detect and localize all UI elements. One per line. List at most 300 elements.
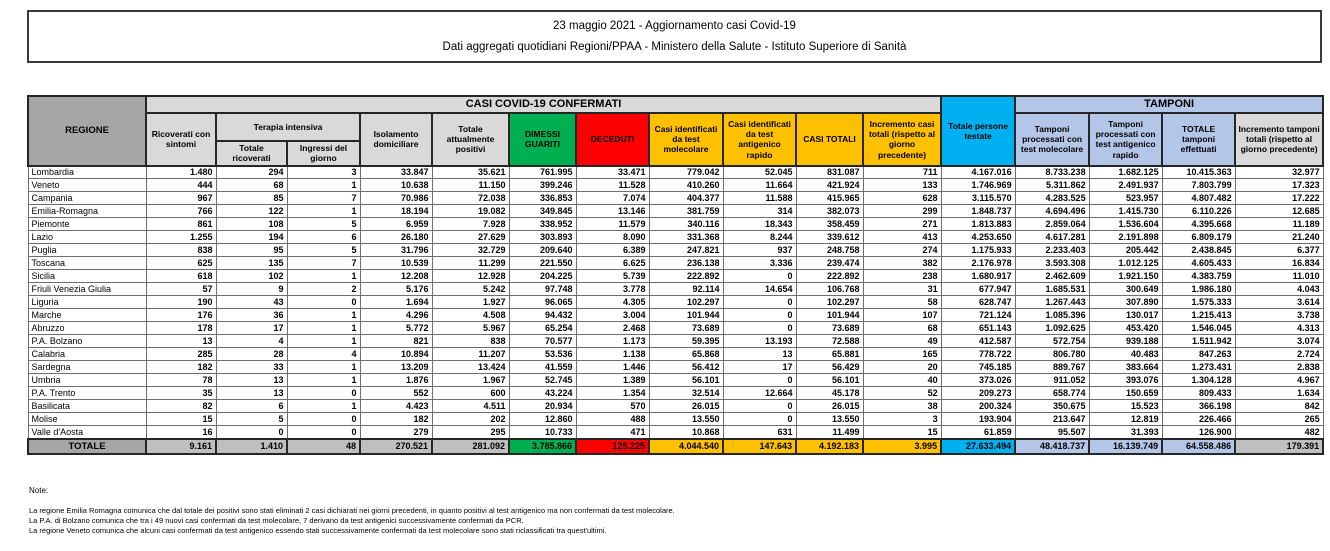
value-cell: 41.559 bbox=[509, 361, 576, 374]
value-cell: 96.065 bbox=[509, 296, 576, 309]
value-cell: 618 bbox=[146, 270, 216, 283]
value-cell: 53.536 bbox=[509, 348, 576, 361]
value-cell: 1.634 bbox=[1235, 387, 1323, 400]
value-cell: 5.242 bbox=[432, 283, 509, 296]
value-cell: 4.296 bbox=[360, 309, 432, 322]
table-row bbox=[28, 166, 1323, 179]
value-cell: 838 bbox=[432, 335, 509, 348]
table-row bbox=[28, 361, 1323, 374]
value-cell: 213.647 bbox=[1015, 413, 1089, 426]
value-cell: 13.193 bbox=[723, 335, 796, 348]
value-cell: 101.944 bbox=[649, 309, 723, 322]
value-cell: 4 bbox=[287, 348, 360, 361]
value-cell: 2.176.978 bbox=[941, 257, 1015, 270]
table-row bbox=[28, 257, 1323, 270]
value-cell: 122 bbox=[216, 205, 287, 218]
value-cell: 0 bbox=[287, 413, 360, 426]
value-cell: 65.254 bbox=[509, 322, 576, 335]
total-value-cell: 1.410 bbox=[216, 439, 287, 454]
value-cell: 336.853 bbox=[509, 192, 576, 205]
value-cell: 1.012.125 bbox=[1089, 257, 1162, 270]
total-value-cell: 4.192.183 bbox=[796, 439, 863, 454]
covid-data-table bbox=[27, 95, 1324, 455]
table-row bbox=[28, 400, 1323, 413]
value-cell: 13.424 bbox=[432, 361, 509, 374]
value-cell: 57 bbox=[146, 283, 216, 296]
value-cell: 6 bbox=[216, 400, 287, 413]
table-row bbox=[28, 309, 1323, 322]
value-cell: 33.847 bbox=[360, 166, 432, 179]
value-cell: 1.092.625 bbox=[1015, 322, 1089, 335]
value-cell: 40 bbox=[863, 374, 941, 387]
total-value-cell: 48 bbox=[287, 439, 360, 454]
value-cell: 28 bbox=[216, 348, 287, 361]
header-incremento-casi: Incremento casi totali (rispetto al giorno precedente) bbox=[863, 113, 941, 165]
value-cell: 421.924 bbox=[796, 179, 863, 192]
value-cell: 2 bbox=[287, 283, 360, 296]
value-cell: 52 bbox=[863, 387, 941, 400]
value-cell: 404.377 bbox=[649, 192, 723, 205]
value-cell: 295 bbox=[432, 426, 509, 439]
value-cell: 85 bbox=[216, 192, 287, 205]
value-cell: 15.523 bbox=[1089, 400, 1162, 413]
value-cell: 366.198 bbox=[1162, 400, 1235, 413]
value-cell: 106.768 bbox=[796, 283, 863, 296]
value-cell: 1 bbox=[287, 179, 360, 192]
value-cell: 204.225 bbox=[509, 270, 576, 283]
value-cell: 861 bbox=[146, 218, 216, 231]
value-cell: 299 bbox=[863, 205, 941, 218]
header-group-tamponi: TAMPONI bbox=[1015, 96, 1323, 113]
value-cell: 658.774 bbox=[1015, 387, 1089, 400]
value-cell: 13 bbox=[216, 374, 287, 387]
value-cell: 338.952 bbox=[509, 218, 576, 231]
value-cell: 4.253.650 bbox=[941, 231, 1015, 244]
value-cell: 11.579 bbox=[576, 218, 649, 231]
value-cell: 17.222 bbox=[1235, 192, 1323, 205]
value-cell: 133 bbox=[863, 179, 941, 192]
value-cell: 16 bbox=[146, 426, 216, 439]
value-cell: 92.114 bbox=[649, 283, 723, 296]
value-cell: 17.323 bbox=[1235, 179, 1323, 192]
total-value-cell: 64.558.486 bbox=[1162, 439, 1235, 454]
value-cell: 847.263 bbox=[1162, 348, 1235, 361]
value-cell: 842 bbox=[1235, 400, 1323, 413]
value-cell: 178 bbox=[146, 322, 216, 335]
value-cell: 831.087 bbox=[796, 166, 863, 179]
notes-label: Note: bbox=[29, 486, 49, 495]
value-cell: 32.729 bbox=[432, 244, 509, 257]
total-value-cell: 179.391 bbox=[1235, 439, 1323, 454]
value-cell: 61.859 bbox=[941, 426, 1015, 439]
value-cell: 7 bbox=[287, 192, 360, 205]
value-cell: 410.260 bbox=[649, 179, 723, 192]
region-name-cell: Friuli Venezia Giulia bbox=[28, 283, 146, 296]
value-cell: 271 bbox=[863, 218, 941, 231]
report-date-title: 23 maggio 2021 - Aggiornamento casi Covid-19 bbox=[553, 20, 796, 33]
value-cell: 15 bbox=[863, 426, 941, 439]
value-cell: 3.614 bbox=[1235, 296, 1323, 309]
value-cell: 1.389 bbox=[576, 374, 649, 387]
region-name-cell: Piemonte bbox=[28, 218, 146, 231]
value-cell: 0 bbox=[723, 400, 796, 413]
value-cell: 32.977 bbox=[1235, 166, 1323, 179]
value-cell: 1.921.150 bbox=[1089, 270, 1162, 283]
value-cell: 721.124 bbox=[941, 309, 1015, 322]
value-cell: 12.208 bbox=[360, 270, 432, 283]
value-cell: 5 bbox=[287, 244, 360, 257]
value-cell: 8.244 bbox=[723, 231, 796, 244]
value-cell: 52.045 bbox=[723, 166, 796, 179]
total-value-cell: 27.633.494 bbox=[941, 439, 1015, 454]
value-cell: 4.313 bbox=[1235, 322, 1323, 335]
value-cell: 14.654 bbox=[723, 283, 796, 296]
value-cell: 190 bbox=[146, 296, 216, 309]
value-cell: 939.188 bbox=[1089, 335, 1162, 348]
value-cell: 1 bbox=[287, 335, 360, 348]
value-cell: 236.138 bbox=[649, 257, 723, 270]
value-cell: 265 bbox=[1235, 413, 1323, 426]
header-totale-tamponi: TOTALE tamponi effettuati bbox=[1162, 113, 1235, 165]
value-cell: 4.605.433 bbox=[1162, 257, 1235, 270]
value-cell: 101.944 bbox=[796, 309, 863, 322]
value-cell: 226.466 bbox=[1162, 413, 1235, 426]
value-cell: 1.967 bbox=[432, 374, 509, 387]
value-cell: 27.629 bbox=[432, 231, 509, 244]
value-cell: 10.894 bbox=[360, 348, 432, 361]
value-cell: 393.076 bbox=[1089, 374, 1162, 387]
table-footer bbox=[28, 439, 1323, 454]
value-cell: 238 bbox=[863, 270, 941, 283]
value-cell: 11.299 bbox=[432, 257, 509, 270]
value-cell: 0 bbox=[216, 426, 287, 439]
report-subtitle: Dati aggregati quotidiani Regioni/PPAA - Ministero della Salute - Istituto Superiore di Sanità bbox=[442, 40, 907, 53]
total-value-cell: 48.418.737 bbox=[1015, 439, 1089, 454]
total-value-cell: 16.139.749 bbox=[1089, 439, 1162, 454]
region-name-cell: Basilicata bbox=[28, 400, 146, 413]
value-cell: 482 bbox=[1235, 426, 1323, 439]
value-cell: 52.745 bbox=[509, 374, 576, 387]
value-cell: 415.965 bbox=[796, 192, 863, 205]
value-cell: 279 bbox=[360, 426, 432, 439]
value-cell: 19.082 bbox=[432, 205, 509, 218]
value-cell: 631 bbox=[723, 426, 796, 439]
region-name-cell: Abruzzo bbox=[28, 322, 146, 335]
value-cell: 838 bbox=[146, 244, 216, 257]
value-cell: 778.722 bbox=[941, 348, 1015, 361]
value-cell: 40.483 bbox=[1089, 348, 1162, 361]
value-cell: 1.085.396 bbox=[1015, 309, 1089, 322]
value-cell: 4.043 bbox=[1235, 283, 1323, 296]
value-cell: 340.116 bbox=[649, 218, 723, 231]
header-persone-testate: Totale persone testate bbox=[941, 96, 1015, 166]
value-cell: 0 bbox=[723, 296, 796, 309]
value-cell: 1 bbox=[287, 374, 360, 387]
value-cell: 73.689 bbox=[796, 322, 863, 335]
region-name-cell: Puglia bbox=[28, 244, 146, 257]
value-cell: 35 bbox=[146, 387, 216, 400]
value-cell: 1.986.180 bbox=[1162, 283, 1235, 296]
value-cell: 4.511 bbox=[432, 400, 509, 413]
header-casi-test-molecolare: Casi identificati da test molecolare bbox=[649, 113, 723, 165]
value-cell: 6.377 bbox=[1235, 244, 1323, 257]
value-cell: 300.649 bbox=[1089, 283, 1162, 296]
value-cell: 182 bbox=[360, 413, 432, 426]
value-cell: 6.389 bbox=[576, 244, 649, 257]
value-cell: 13.550 bbox=[649, 413, 723, 426]
note-item: La regione Veneto comunica che alcuni casi confermati da test antigenico essendo stati successivamente confermati da test molecolare sono stati riclassificati tra quest'ultimi. bbox=[29, 526, 607, 535]
value-cell: 11.588 bbox=[723, 192, 796, 205]
value-cell: 4.423 bbox=[360, 400, 432, 413]
value-cell: 13.209 bbox=[360, 361, 432, 374]
value-cell: 12.819 bbox=[1089, 413, 1162, 426]
value-cell: 2.462.609 bbox=[1015, 270, 1089, 283]
value-cell: 1.267.443 bbox=[1015, 296, 1089, 309]
header-isolamento-domiciliare: Isolamento domiciliare bbox=[360, 113, 432, 165]
table-row bbox=[28, 296, 1323, 309]
value-cell: 1.848.737 bbox=[941, 205, 1015, 218]
value-cell: 523.957 bbox=[1089, 192, 1162, 205]
value-cell: 570 bbox=[576, 400, 649, 413]
value-cell: 444 bbox=[146, 179, 216, 192]
value-cell: 49 bbox=[863, 335, 941, 348]
value-cell: 73.689 bbox=[649, 322, 723, 335]
header-incremento-tamponi: Incremento tamponi totali (rispetto al giorno precedente) bbox=[1235, 113, 1323, 165]
header-terapia-intensiva: Terapia intensiva bbox=[216, 113, 360, 141]
value-cell: 247.821 bbox=[649, 244, 723, 257]
table-row bbox=[28, 426, 1323, 439]
value-cell: 625 bbox=[146, 257, 216, 270]
value-cell: 1.138 bbox=[576, 348, 649, 361]
value-cell: 102.297 bbox=[649, 296, 723, 309]
value-cell: 628 bbox=[863, 192, 941, 205]
value-cell: 193.904 bbox=[941, 413, 1015, 426]
value-cell: 6 bbox=[287, 231, 360, 244]
table-body bbox=[28, 166, 1323, 439]
value-cell: 766 bbox=[146, 205, 216, 218]
value-cell: 78 bbox=[146, 374, 216, 387]
value-cell: 4 bbox=[216, 335, 287, 348]
value-cell: 20 bbox=[863, 361, 941, 374]
region-name-cell: Valle d'Aosta bbox=[28, 426, 146, 439]
value-cell: 358.459 bbox=[796, 218, 863, 231]
value-cell: 471 bbox=[576, 426, 649, 439]
value-cell: 0 bbox=[723, 374, 796, 387]
value-cell: 102 bbox=[216, 270, 287, 283]
total-value-cell: 281.092 bbox=[432, 439, 509, 454]
value-cell: 1.682.125 bbox=[1089, 166, 1162, 179]
value-cell: 130.017 bbox=[1089, 309, 1162, 322]
value-cell: 59.395 bbox=[649, 335, 723, 348]
value-cell: 4.305 bbox=[576, 296, 649, 309]
value-cell: 1.273.431 bbox=[1162, 361, 1235, 374]
note-item: La P.A. di Bolzano comunica che tra i 49 nuovi casi confermati da test molecolare, 7 derivano da test antigenici successivamente confermati da PCR. bbox=[29, 516, 524, 525]
value-cell: 1.511.942 bbox=[1162, 335, 1235, 348]
region-name-cell: P.A. Bolzano bbox=[28, 335, 146, 348]
value-cell: 45.178 bbox=[796, 387, 863, 400]
region-name-cell: Veneto bbox=[28, 179, 146, 192]
value-cell: 0 bbox=[287, 426, 360, 439]
value-cell: 15 bbox=[146, 413, 216, 426]
value-cell: 0 bbox=[723, 322, 796, 335]
header-tamponi-molecolare: Tamponi processati con test molecolare bbox=[1015, 113, 1089, 165]
total-value-cell: 125.225 bbox=[576, 439, 649, 454]
value-cell: 1.813.883 bbox=[941, 218, 1015, 231]
value-cell: 1.446 bbox=[576, 361, 649, 374]
value-cell: 3 bbox=[863, 413, 941, 426]
value-cell: 16.834 bbox=[1235, 257, 1323, 270]
region-name-cell: Marche bbox=[28, 309, 146, 322]
value-cell: 8.090 bbox=[576, 231, 649, 244]
table-row bbox=[28, 322, 1323, 335]
value-cell: 7.074 bbox=[576, 192, 649, 205]
header-tamponi-antigenico: Tamponi processati con test antigenico rapido bbox=[1089, 113, 1162, 165]
value-cell: 4.694.496 bbox=[1015, 205, 1089, 218]
report-title-box bbox=[27, 10, 1322, 63]
total-value-cell: 3.785.866 bbox=[509, 439, 576, 454]
value-cell: 937 bbox=[723, 244, 796, 257]
value-cell: 0 bbox=[287, 387, 360, 400]
value-cell: 2.191.898 bbox=[1089, 231, 1162, 244]
value-cell: 10.415.363 bbox=[1162, 166, 1235, 179]
value-cell: 651.143 bbox=[941, 322, 1015, 335]
value-cell: 6.959 bbox=[360, 218, 432, 231]
value-cell: 56.101 bbox=[796, 374, 863, 387]
value-cell: 31.796 bbox=[360, 244, 432, 257]
value-cell: 68 bbox=[863, 322, 941, 335]
value-cell: 4.807.482 bbox=[1162, 192, 1235, 205]
value-cell: 12.664 bbox=[723, 387, 796, 400]
value-cell: 33.471 bbox=[576, 166, 649, 179]
value-cell: 56.101 bbox=[649, 374, 723, 387]
value-cell: 1.685.531 bbox=[1015, 283, 1089, 296]
value-cell: 221.550 bbox=[509, 257, 576, 270]
value-cell: 821 bbox=[360, 335, 432, 348]
value-cell: 967 bbox=[146, 192, 216, 205]
value-cell: 889.767 bbox=[1015, 361, 1089, 374]
value-cell: 294 bbox=[216, 166, 287, 179]
region-name-cell: Umbria bbox=[28, 374, 146, 387]
value-cell: 711 bbox=[863, 166, 941, 179]
value-cell: 413 bbox=[863, 231, 941, 244]
region-name-cell: Lombardia bbox=[28, 166, 146, 179]
value-cell: 11.150 bbox=[432, 179, 509, 192]
value-cell: 17 bbox=[216, 322, 287, 335]
value-cell: 314 bbox=[723, 205, 796, 218]
header-casi-totali: CASI TOTALI bbox=[796, 113, 863, 165]
value-cell: 600 bbox=[432, 387, 509, 400]
header-group-casi-confermati: CASI COVID-19 CONFERMATI bbox=[146, 96, 941, 113]
value-cell: 6.809.179 bbox=[1162, 231, 1235, 244]
header-casi-test-antigenico: Casi identificati da test antigenico rapido bbox=[723, 113, 796, 165]
table-row bbox=[28, 205, 1323, 218]
value-cell: 72.038 bbox=[432, 192, 509, 205]
value-cell: 350.675 bbox=[1015, 400, 1089, 413]
value-cell: 58 bbox=[863, 296, 941, 309]
total-row bbox=[28, 439, 1323, 454]
region-name-cell: Campania bbox=[28, 192, 146, 205]
value-cell: 12.685 bbox=[1235, 205, 1323, 218]
value-cell: 0 bbox=[287, 296, 360, 309]
value-cell: 1.354 bbox=[576, 387, 649, 400]
value-cell: 95.507 bbox=[1015, 426, 1089, 439]
value-cell: 82 bbox=[146, 400, 216, 413]
value-cell: 5 bbox=[287, 218, 360, 231]
header-deceduti: DECEDUTI bbox=[576, 113, 649, 165]
value-cell: 11.499 bbox=[796, 426, 863, 439]
value-cell: 108 bbox=[216, 218, 287, 231]
region-name-cell: Calabria bbox=[28, 348, 146, 361]
value-cell: 381.759 bbox=[649, 205, 723, 218]
value-cell: 349.845 bbox=[509, 205, 576, 218]
value-cell: 5.739 bbox=[576, 270, 649, 283]
value-cell: 628.747 bbox=[941, 296, 1015, 309]
region-name-cell: Sicilia bbox=[28, 270, 146, 283]
value-cell: 1 bbox=[287, 205, 360, 218]
value-cell: 70.986 bbox=[360, 192, 432, 205]
value-cell: 399.246 bbox=[509, 179, 576, 192]
value-cell: 31 bbox=[863, 283, 941, 296]
region-name-cell: Molise bbox=[28, 413, 146, 426]
value-cell: 2.838 bbox=[1235, 361, 1323, 374]
table-row bbox=[28, 348, 1323, 361]
value-cell: 3.074 bbox=[1235, 335, 1323, 348]
value-cell: 165 bbox=[863, 348, 941, 361]
value-cell: 4.617.281 bbox=[1015, 231, 1089, 244]
value-cell: 56.429 bbox=[796, 361, 863, 374]
value-cell: 552 bbox=[360, 387, 432, 400]
value-cell: 102.297 bbox=[796, 296, 863, 309]
total-value-cell: 4.044.540 bbox=[649, 439, 723, 454]
value-cell: 26.180 bbox=[360, 231, 432, 244]
value-cell: 6.625 bbox=[576, 257, 649, 270]
value-cell: 0 bbox=[723, 270, 796, 283]
value-cell: 126.900 bbox=[1162, 426, 1235, 439]
value-cell: 21.240 bbox=[1235, 231, 1323, 244]
table-row bbox=[28, 179, 1323, 192]
table-header bbox=[28, 96, 1323, 166]
value-cell: 2.859.064 bbox=[1015, 218, 1089, 231]
value-cell: 412.587 bbox=[941, 335, 1015, 348]
value-cell: 761.995 bbox=[509, 166, 576, 179]
value-cell: 36 bbox=[216, 309, 287, 322]
value-cell: 11.207 bbox=[432, 348, 509, 361]
table-row bbox=[28, 387, 1323, 400]
value-cell: 35.621 bbox=[432, 166, 509, 179]
value-cell: 1 bbox=[287, 400, 360, 413]
value-cell: 1 bbox=[287, 309, 360, 322]
total-value-cell: 270.521 bbox=[360, 439, 432, 454]
value-cell: 194 bbox=[216, 231, 287, 244]
value-cell: 0 bbox=[723, 309, 796, 322]
value-cell: 1.536.604 bbox=[1089, 218, 1162, 231]
value-cell: 13 bbox=[216, 387, 287, 400]
value-cell: 20.934 bbox=[509, 400, 576, 413]
table-row bbox=[28, 192, 1323, 205]
header-regione: REGIONE bbox=[28, 96, 146, 166]
region-name-cell: P.A. Trento bbox=[28, 387, 146, 400]
value-cell: 222.892 bbox=[796, 270, 863, 283]
value-cell: 382.073 bbox=[796, 205, 863, 218]
value-cell: 68 bbox=[216, 179, 287, 192]
value-cell: 26.015 bbox=[796, 400, 863, 413]
value-cell: 3.004 bbox=[576, 309, 649, 322]
value-cell: 1 bbox=[287, 270, 360, 283]
value-cell: 4.395.668 bbox=[1162, 218, 1235, 231]
value-cell: 107 bbox=[863, 309, 941, 322]
value-cell: 911.052 bbox=[1015, 374, 1089, 387]
header-ricoverati-sintomi: Ricoverati con sintomi bbox=[146, 113, 216, 165]
